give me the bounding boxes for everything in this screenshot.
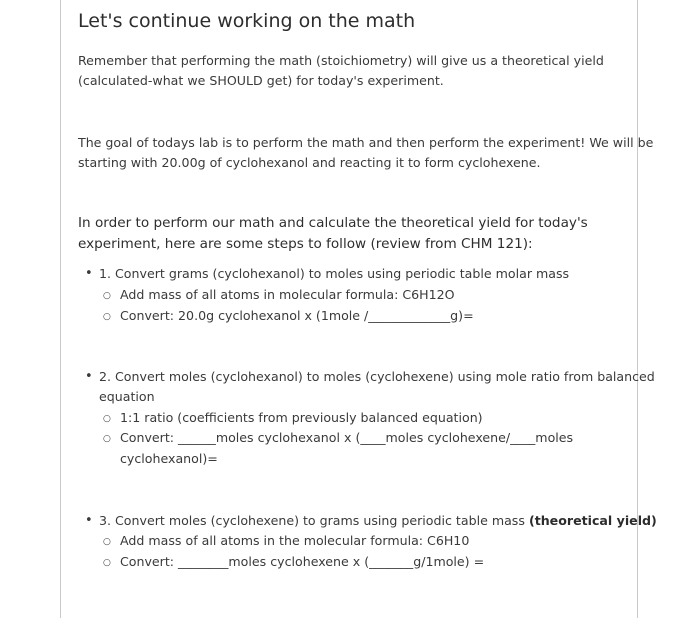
- bullet-disc-icon: •: [85, 369, 93, 384]
- bullet-disc-icon: •: [85, 513, 93, 528]
- paragraph1-line1: Remember that performing the math (stoichiometry) will give us a theoretical yield: [78, 53, 604, 68]
- bullet-disc-icon: •: [85, 266, 93, 281]
- step3-line1: [99, 511, 657, 531]
- step2-line1: 2. Convert moles (cyclohexanol) to moles (cyclohexene) using mole ratio from balanced: [99, 369, 655, 384]
- page-title: Let's continue working on the math: [78, 10, 416, 32]
- step2-sub2-cont: cyclohexanol)=: [120, 451, 218, 466]
- intro-line1: In order to perform our math and calculate the theoretical yield for today's: [78, 215, 588, 231]
- step2-sub1: 1:1 ratio (coefficients from previously balanced equation): [120, 410, 483, 425]
- step3-sub1: Add mass of all atoms in the molecular formula: C6H10: [120, 533, 470, 548]
- step1-sub1: Add mass of all atoms in molecular formula: C6H12O: [120, 287, 455, 302]
- bullet-circle-icon: ○: [103, 291, 111, 301]
- bullet-circle-icon: ○: [103, 312, 111, 322]
- intro-line2: experiment, here are some steps to follow (review from CHM 121):: [78, 236, 533, 252]
- step1-line1: 1. Convert grams (cyclohexanol) to moles using periodic table molar mass: [99, 266, 570, 281]
- paragraph2-line2: starting with 20.00g of cyclohexanol and reacting it to form cyclohexene.: [78, 155, 541, 170]
- paragraph2-line1: The goal of todays lab is to perform the math and then perform the experiment! We will be: [78, 135, 654, 150]
- bullet-circle-icon: ○: [103, 434, 111, 444]
- bullet-circle-icon: ○: [103, 558, 111, 568]
- step3-line1-text: 3. Convert moles (cyclohexene) to grams using periodic table mass: [99, 513, 529, 528]
- step3-line1-emphasis: (theoretical yield): [528, 513, 657, 528]
- step2-sub2: Convert: ______moles cyclohexanol x (____moles cyclohexene/____moles: [120, 430, 574, 445]
- step3-sub2: Convert: ________moles cyclohexene x (_______g/1mole) =: [120, 554, 485, 569]
- step2-line2: equation: [99, 389, 155, 404]
- bullet-circle-icon: ○: [103, 414, 111, 424]
- bullet-circle-icon: ○: [103, 537, 111, 547]
- paragraph1-line2: (calculated-what we SHOULD get) for today's experiment.: [78, 73, 444, 88]
- step1-sub2: Convert: 20.0g cyclohexanol x (1mole /_____________g)=: [120, 308, 474, 323]
